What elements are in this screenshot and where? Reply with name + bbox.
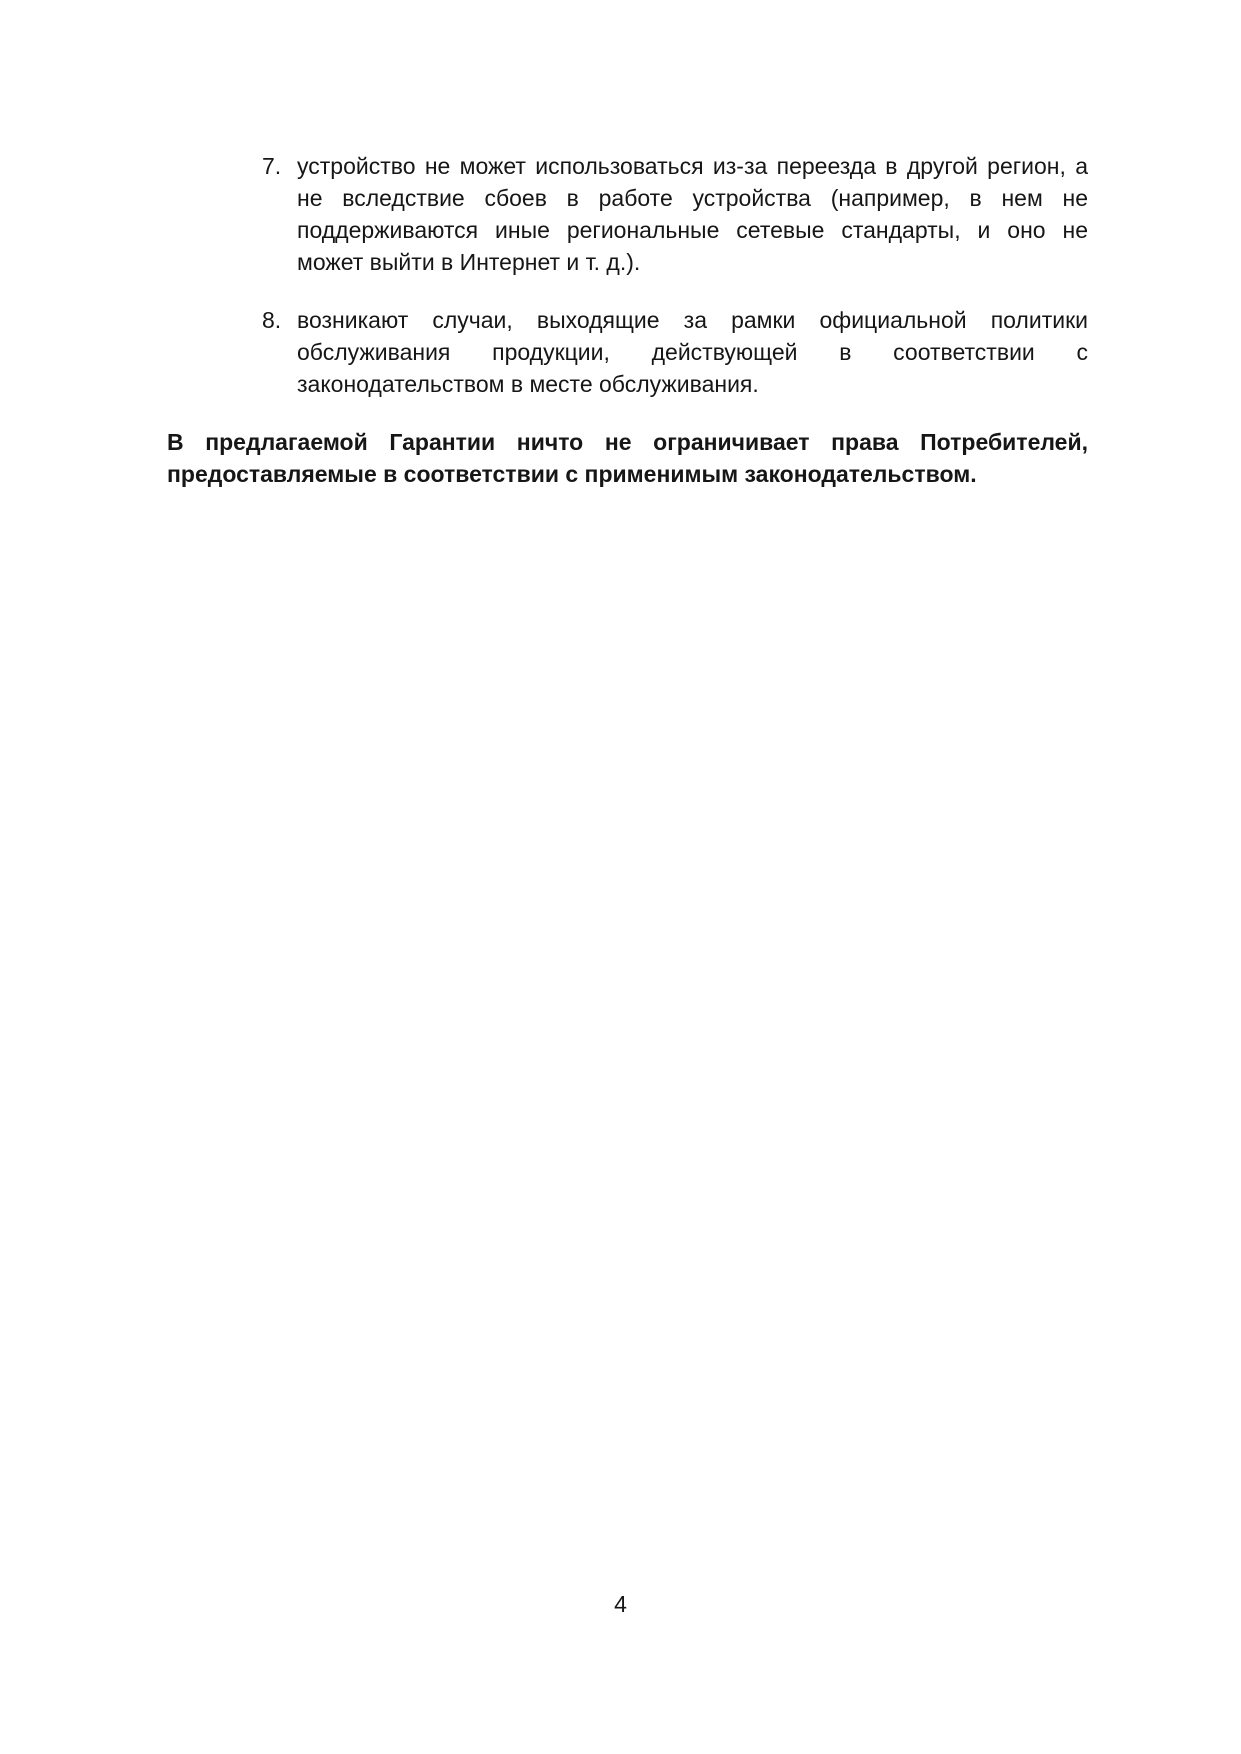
list-item-8-text: возникают случаи, выходящие за рамки официальной политики обслуживания продукции, действующей в соответствии с законодательством в месте обслуживания. (297, 307, 1088, 397)
consumer-rights-paragraph: В предлагаемой Гарантии ничто не ограничивает права Потребителей, предоставляемые в соответствии с применимым законодательством. (167, 429, 1088, 487)
page-footer (0, 1588, 1241, 1620)
list-item-7-number: 7. (262, 153, 282, 179)
warranty-exclusions-list (167, 150, 1088, 400)
list-item-8-number: 8. (262, 307, 282, 333)
list-item-8 (167, 304, 1088, 400)
list-item-7 (167, 150, 1088, 278)
list-item-7-text: устройство не может использоваться из-за переезда в другой регион, а не вследствие сбоев в работе устройства (например, в нем не поддерживаются иные региональные сетевые стандарты, и оно не может выйти в Интернет и т. д.). (297, 153, 1088, 275)
page-content (167, 150, 1088, 490)
page-number: 4 (614, 1591, 627, 1617)
